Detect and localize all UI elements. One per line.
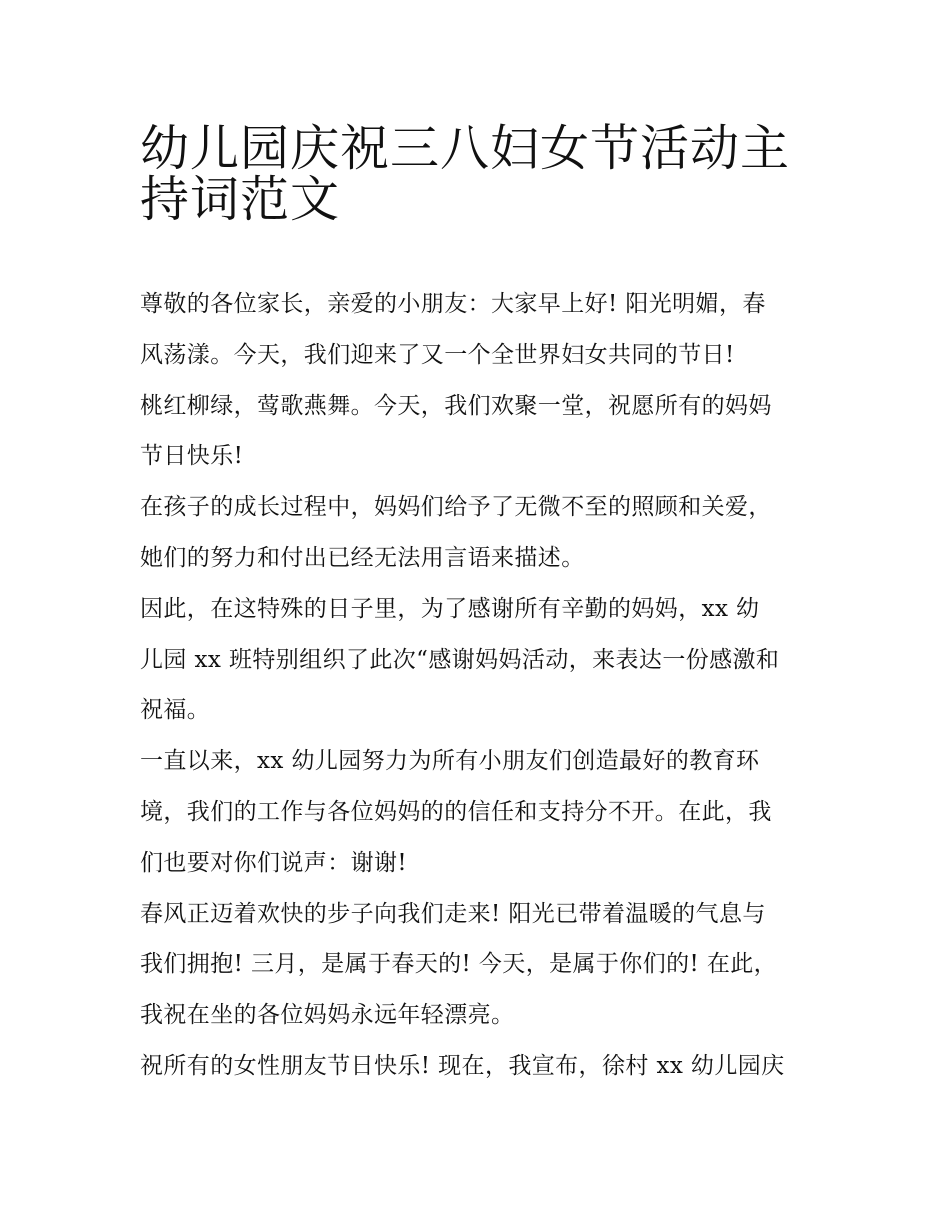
text-line: 她们的努力和付出已经无法用言语来描述。	[140, 544, 585, 571]
text-line: 我们拥抱! 三月，是属于春天的! 今天，是属于你们的! 在此，	[140, 951, 778, 978]
text-line: 儿园 xx 班特别组织了此次“感谢妈妈活动，来表达一份感激和	[140, 646, 780, 673]
text-line: 因此，在这特殊的日子里，为了感谢所有辛勤的妈妈，xx 幼	[140, 595, 760, 622]
paragraph-care	[140, 482, 830, 584]
paragraph-greeting	[140, 279, 830, 381]
paragraph-closing	[140, 1041, 830, 1092]
text-line: 祝福。	[140, 697, 211, 724]
text-line: 我祝在坐的各位妈妈永远年轻漂亮。	[140, 1002, 515, 1029]
text-line: 祝所有的女性朋友节日快乐! 现在，我宣布，徐村 xx 幼儿园庆	[140, 1052, 785, 1079]
text-line: 在孩子的成长过程中，妈妈们给予了无微不至的照顾和关爱，	[140, 494, 772, 521]
text-line: 一直以来，xx 幼儿园努力为所有小朋友们创造最好的教育环	[140, 748, 760, 775]
paragraph-spring	[140, 889, 830, 1041]
text-line: 们也要对你们说声：谢谢!	[140, 849, 408, 876]
paragraph-wishes	[140, 381, 830, 483]
text-line: 尊敬的各位家长，亲爱的小朋友：大家早上好! 阳光明媚，春	[140, 291, 766, 317]
title-line: 幼儿园庆祝三八妇女节活动主	[140, 120, 791, 177]
text-line: 境，我们的工作与各位妈妈的的信任和支持分不开。在此，我	[140, 798, 772, 825]
document-body	[140, 279, 830, 1092]
paragraph-thanks	[140, 736, 830, 888]
title-line: 持词范文	[140, 170, 341, 228]
text-line: 节日快乐!	[140, 443, 244, 470]
text-line: 风荡漾。今天，我们迎来了又一个全世界妇女共同的节日!	[140, 341, 735, 368]
document-title	[140, 112, 820, 228]
text-line: 桃红柳绿，莺歌燕舞。今天，我们欢聚一堂，祝愿所有的妈妈	[140, 392, 772, 419]
paragraph-activity	[140, 584, 830, 736]
text-line: 春风正迈着欢快的步子向我们走来! 阳光已带着温暖的气息与	[140, 900, 766, 927]
